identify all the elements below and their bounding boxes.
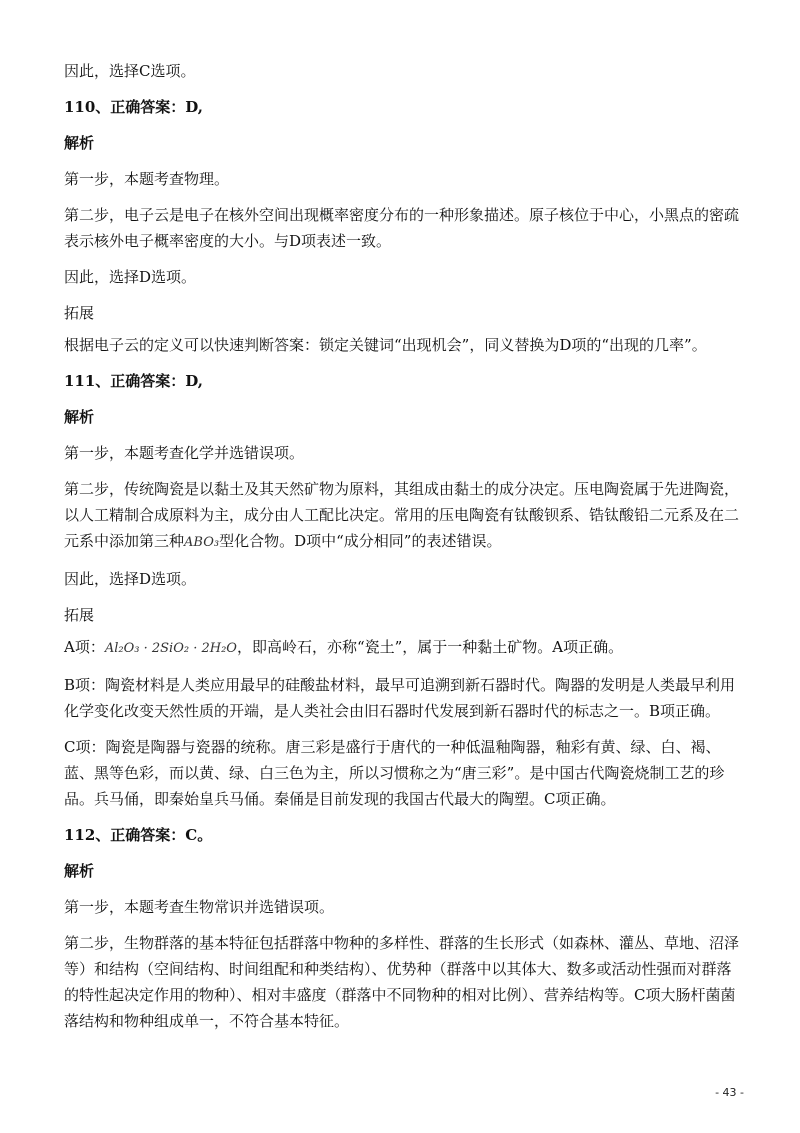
formula-abo3: ABO₃ [184, 535, 220, 550]
step1-111: 第一步，本题考查化学并选错误项。 [64, 444, 305, 462]
analysis-112-label: 解析 [64, 862, 95, 880]
extension-110-text: 根据电子云的定义可以快速判断答案：锁定关键词“出现机会”，同义替换为D项的“出现的几率”。 [64, 336, 707, 354]
conclusion-109: 因此，选择C选项。 [64, 62, 196, 80]
option-a-111 [64, 634, 744, 662]
option-c-111: C项：陶瓷是陶器与瓷器的统称。唐三彩是盛行于唐代的一种低温釉陶器，釉彩有黄、绿、白、褐、蓝、黑等色彩，而以黄、绿、白三色为主，所以习惯称之为“唐三彩”。是中国古代陶瓷烧制工艺的珍品。兵马俑，即秦始皇兵马俑。秦俑是目前发现的我国古代最大的陶塑。C项正确。 [64, 738, 725, 808]
extension-111-label: 拓展 [64, 606, 95, 624]
document-body [64, 58, 744, 1044]
option-a-prefix: A项： [64, 638, 105, 656]
step2-112: 第二步，生物群落的基本特征包括群落中物种的多样性、群落的生长形式（如森林、灌丛、草地、沼泽等）和结构（空间结构、时间组配和种类结构）、优势种（群落中以其体大、数多或活动性强而对群落的特性起决定作用的物种）、相对丰盛度（群落中不同物种的相对比例）、营养结构等。C项大肠杆菌菌落结构和物种组成单一，不符合基本特征。 [64, 934, 740, 1030]
step2-110: 第二步，电子云是电子在核外空间出现概率密度分布的一种形象描述。原子核位于中心，小黑点的密疏表示核外电子概率密度的大小。与D项表述一致。 [64, 206, 740, 250]
formula-kaolinite: Al₂O₃ · 2SiO₂ · 2H₂O [104, 641, 237, 656]
page-number: - 43 - [715, 1086, 744, 1099]
step2-111-text-b: 型化合物。D项中“成分相同”的表述错误。 [219, 532, 502, 550]
step2-111-text-a: 第二步，传统陶瓷是以黏土及其天然矿物为原料，其组成由黏土的成分决定。压电陶瓷属于先进陶瓷，以人工精制合成原料为主，成分由人工配比决定。常用的压电陶瓷有钛酸钡系、锆钛酸铅二元系及在二元系中添加第三种 [64, 480, 740, 550]
conclusion-111: 因此，选择D选项。 [64, 570, 197, 588]
conclusion-110: 因此，选择D选项。 [64, 268, 197, 286]
analysis-110-label: 解析 [64, 134, 95, 152]
answer-112-heading: 112、正确答案：C。 [64, 826, 213, 844]
answer-110-heading: 110、正确答案：D, [64, 98, 204, 116]
step1-112: 第一步，本题考查生物常识并选错误项。 [64, 898, 335, 916]
step2-111 [64, 476, 744, 556]
option-b-111: B项：陶瓷材料是人类应用最早的硅酸盐材料，最早可追溯到新石器时代。陶器的发明是人类最早利用化学变化改变天然性质的开端，是人类社会由旧石器时代发展到新石器时代的标志之一。B项正确。 [64, 676, 736, 720]
extension-110-label: 拓展 [64, 304, 95, 322]
answer-111-heading: 111、正确答案：D, [64, 372, 204, 390]
analysis-111-label: 解析 [64, 408, 95, 426]
option-a-text: ，即高岭石，亦称“瓷土”，属于一种黏土矿物。A项正确。 [236, 638, 624, 656]
step1-110: 第一步，本题考查物理。 [64, 170, 230, 188]
